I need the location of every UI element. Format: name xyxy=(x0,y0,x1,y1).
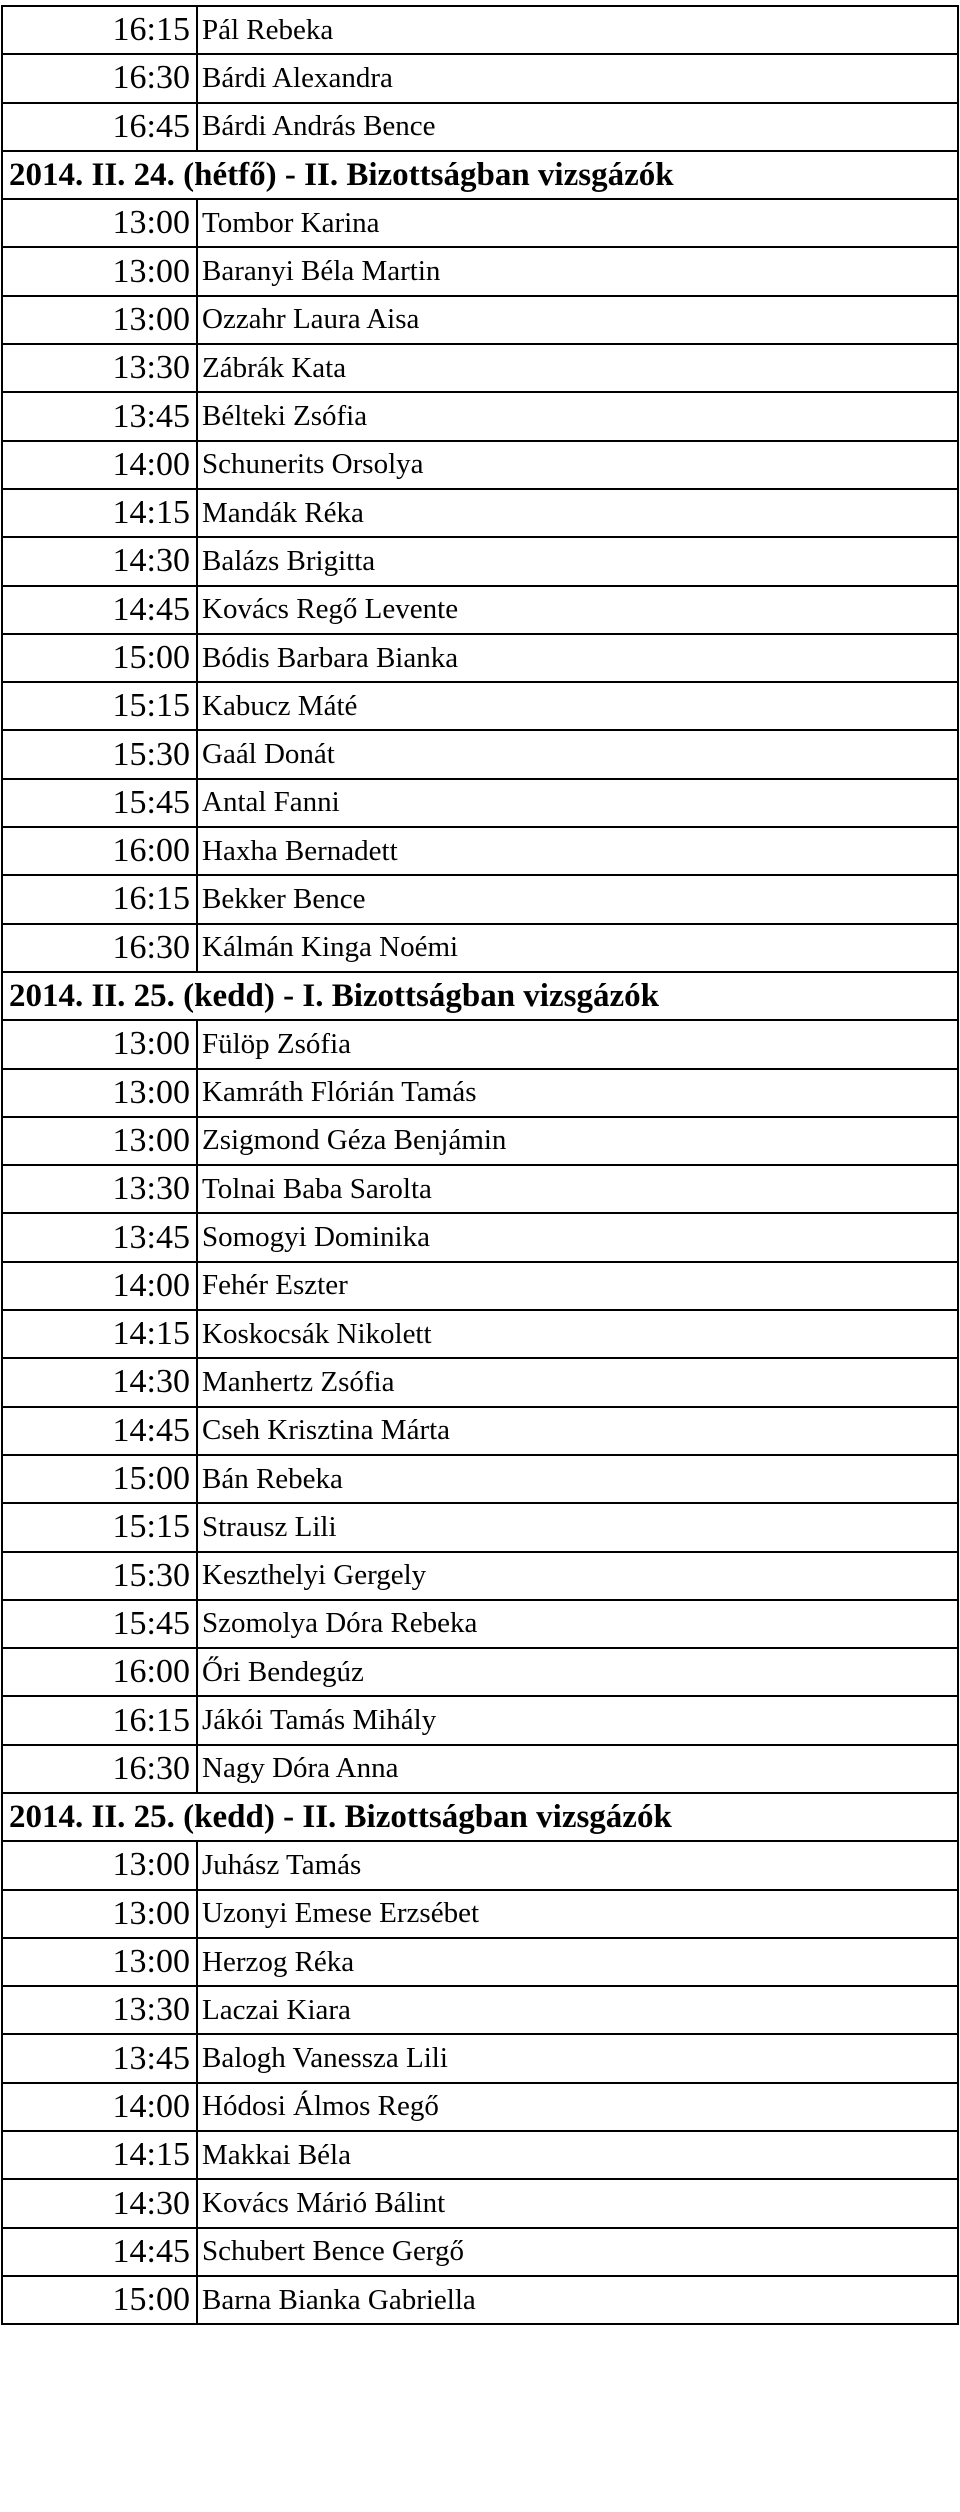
student-name: Zsigmond Géza Benjámin xyxy=(197,1117,958,1165)
schedule-row xyxy=(2,2034,958,2082)
exam-time: 14:30 xyxy=(2,1358,197,1406)
exam-time: 15:00 xyxy=(2,1455,197,1503)
exam-time: 15:30 xyxy=(2,730,197,778)
student-name: Antal Fanni xyxy=(197,779,958,827)
exam-time: 16:30 xyxy=(2,1745,197,1793)
student-name: Fehér Eszter xyxy=(197,1262,958,1310)
student-name: Herzog Réka xyxy=(197,1938,958,1986)
exam-time: 13:00 xyxy=(2,1890,197,1938)
exam-time: 13:30 xyxy=(2,344,197,392)
student-name: Ozzahr Laura Aisa xyxy=(197,296,958,344)
exam-time: 16:00 xyxy=(2,1648,197,1696)
schedule-row xyxy=(2,1117,958,1165)
schedule-row xyxy=(2,537,958,585)
schedule-row xyxy=(2,1455,958,1503)
schedule-row xyxy=(2,1986,958,2034)
student-name: Cseh Krisztina Márta xyxy=(197,1407,958,1455)
schedule-row xyxy=(2,199,958,247)
exam-time: 15:45 xyxy=(2,1600,197,1648)
student-name: Baranyi Béla Martin xyxy=(197,247,958,295)
schedule-row xyxy=(2,54,958,102)
student-name: Kabucz Máté xyxy=(197,682,958,730)
student-name: Tombor Karina xyxy=(197,199,958,247)
student-name: Zábrák Kata xyxy=(197,344,958,392)
exam-time: 15:15 xyxy=(2,1503,197,1551)
schedule-row xyxy=(2,2083,958,2131)
student-name: Keszthelyi Gergely xyxy=(197,1552,958,1600)
student-name: Szomolya Dóra Rebeka xyxy=(197,1600,958,1648)
student-name: Juhász Tamás xyxy=(197,1841,958,1889)
exam-time: 13:00 xyxy=(2,1938,197,1986)
schedule-row xyxy=(2,827,958,875)
schedule-row xyxy=(2,2179,958,2227)
schedule-row xyxy=(2,1600,958,1648)
student-name: Bárdi Alexandra xyxy=(197,54,958,102)
exam-time: 16:45 xyxy=(2,103,197,151)
exam-time: 13:00 xyxy=(2,199,197,247)
schedule-row xyxy=(2,489,958,537)
schedule-row xyxy=(2,1407,958,1455)
exam-time: 14:00 xyxy=(2,441,197,489)
student-name: Balogh Vanessza Lili xyxy=(197,2034,958,2082)
exam-time: 14:45 xyxy=(2,2228,197,2276)
schedule-row xyxy=(2,1503,958,1551)
exam-time: 14:15 xyxy=(2,1310,197,1358)
exam-time: 13:00 xyxy=(2,247,197,295)
student-name: Jákói Tamás Mihály xyxy=(197,1696,958,1744)
student-name: Nagy Dóra Anna xyxy=(197,1745,958,1793)
student-name: Pál Rebeka xyxy=(197,6,958,54)
schedule-row xyxy=(2,2276,958,2324)
schedule-row xyxy=(2,103,958,151)
student-name: Bekker Bence xyxy=(197,875,958,923)
student-name: Kovács Márió Bálint xyxy=(197,2179,958,2227)
exam-time: 15:30 xyxy=(2,1552,197,1600)
student-name: Bélteki Zsófia xyxy=(197,392,958,440)
exam-time: 15:45 xyxy=(2,779,197,827)
exam-time: 13:00 xyxy=(2,1069,197,1117)
exam-time: 13:30 xyxy=(2,1165,197,1213)
schedule-rows xyxy=(2,6,958,2324)
exam-time: 13:45 xyxy=(2,1213,197,1261)
student-name: Koskocsák Nikolett xyxy=(197,1310,958,1358)
student-name: Kálmán Kinga Noémi xyxy=(197,924,958,972)
section-header-row xyxy=(2,151,958,199)
exam-schedule-sheet xyxy=(1,5,957,2325)
exam-time: 16:15 xyxy=(2,1696,197,1744)
schedule-row xyxy=(2,586,958,634)
student-name: Laczai Kiara xyxy=(197,1986,958,2034)
exam-time: 14:15 xyxy=(2,489,197,537)
student-name: Manhertz Zsófia xyxy=(197,1358,958,1406)
schedule-row xyxy=(2,682,958,730)
schedule-row xyxy=(2,634,958,682)
section-header: 2014. II. 24. (hétfő) - II. Bizottságban vizsgázók xyxy=(2,151,958,199)
schedule-row xyxy=(2,1745,958,1793)
student-name: Tolnai Baba Sarolta xyxy=(197,1165,958,1213)
student-name: Kamráth Flórián Tamás xyxy=(197,1069,958,1117)
student-name: Hódosi Álmos Regő xyxy=(197,2083,958,2131)
schedule-row xyxy=(2,1938,958,1986)
schedule-row xyxy=(2,1841,958,1889)
exam-time: 15:00 xyxy=(2,634,197,682)
exam-time: 14:45 xyxy=(2,586,197,634)
exam-time: 16:30 xyxy=(2,924,197,972)
schedule-row xyxy=(2,392,958,440)
student-name: Bán Rebeka xyxy=(197,1455,958,1503)
exam-time: 14:30 xyxy=(2,2179,197,2227)
exam-time: 14:00 xyxy=(2,2083,197,2131)
exam-time: 14:15 xyxy=(2,2131,197,2179)
schedule-row xyxy=(2,1358,958,1406)
exam-time: 16:15 xyxy=(2,6,197,54)
schedule-row xyxy=(2,1165,958,1213)
student-name: Balázs Brigitta xyxy=(197,537,958,585)
schedule-row xyxy=(2,2131,958,2179)
exam-time: 13:45 xyxy=(2,392,197,440)
schedule-row xyxy=(2,1890,958,1938)
student-name: Haxha Bernadett xyxy=(197,827,958,875)
student-name: Barna Bianka Gabriella xyxy=(197,2276,958,2324)
exam-time: 14:45 xyxy=(2,1407,197,1455)
schedule-row xyxy=(2,247,958,295)
schedule-row xyxy=(2,1648,958,1696)
student-name: Őri Bendegúz xyxy=(197,1648,958,1696)
schedule-row xyxy=(2,1696,958,1744)
exam-time: 16:15 xyxy=(2,875,197,923)
schedule-row xyxy=(2,6,958,54)
exam-time: 14:00 xyxy=(2,1262,197,1310)
schedule-row xyxy=(2,1069,958,1117)
student-name: Schunerits Orsolya xyxy=(197,441,958,489)
student-name: Strausz Lili xyxy=(197,1503,958,1551)
exam-time: 15:15 xyxy=(2,682,197,730)
schedule-row xyxy=(2,875,958,923)
student-name: Mandák Réka xyxy=(197,489,958,537)
schedule-row xyxy=(2,1310,958,1358)
exam-time: 13:00 xyxy=(2,296,197,344)
schedule-row xyxy=(2,1020,958,1068)
student-name: Schubert Bence Gergő xyxy=(197,2228,958,2276)
exam-time: 13:45 xyxy=(2,2034,197,2082)
schedule-row xyxy=(2,1262,958,1310)
student-name: Gaál Donát xyxy=(197,730,958,778)
schedule-row xyxy=(2,344,958,392)
exam-time: 14:30 xyxy=(2,537,197,585)
student-name: Somogyi Dominika xyxy=(197,1213,958,1261)
schedule-row xyxy=(2,1552,958,1600)
section-header-row xyxy=(2,972,958,1020)
student-name: Uzonyi Emese Erzsébet xyxy=(197,1890,958,1938)
exam-time: 13:00 xyxy=(2,1020,197,1068)
section-header: 2014. II. 25. (kedd) - II. Bizottságban vizsgázók xyxy=(2,1793,958,1841)
schedule-row xyxy=(2,924,958,972)
exam-time: 13:00 xyxy=(2,1117,197,1165)
schedule-row xyxy=(2,730,958,778)
exam-time: 13:00 xyxy=(2,1841,197,1889)
schedule-row xyxy=(2,296,958,344)
student-name: Kovács Regő Levente xyxy=(197,586,958,634)
exam-schedule-table xyxy=(1,5,959,2325)
student-name: Makkai Béla xyxy=(197,2131,958,2179)
schedule-row xyxy=(2,1213,958,1261)
section-header: 2014. II. 25. (kedd) - I. Bizottságban vizsgázók xyxy=(2,972,958,1020)
schedule-row xyxy=(2,2228,958,2276)
exam-time: 15:00 xyxy=(2,2276,197,2324)
student-name: Fülöp Zsófia xyxy=(197,1020,958,1068)
schedule-row xyxy=(2,441,958,489)
exam-time: 13:30 xyxy=(2,1986,197,2034)
exam-time: 16:00 xyxy=(2,827,197,875)
student-name: Bódis Barbara Bianka xyxy=(197,634,958,682)
schedule-row xyxy=(2,779,958,827)
student-name: Bárdi András Bence xyxy=(197,103,958,151)
section-header-row xyxy=(2,1793,958,1841)
exam-time: 16:30 xyxy=(2,54,197,102)
